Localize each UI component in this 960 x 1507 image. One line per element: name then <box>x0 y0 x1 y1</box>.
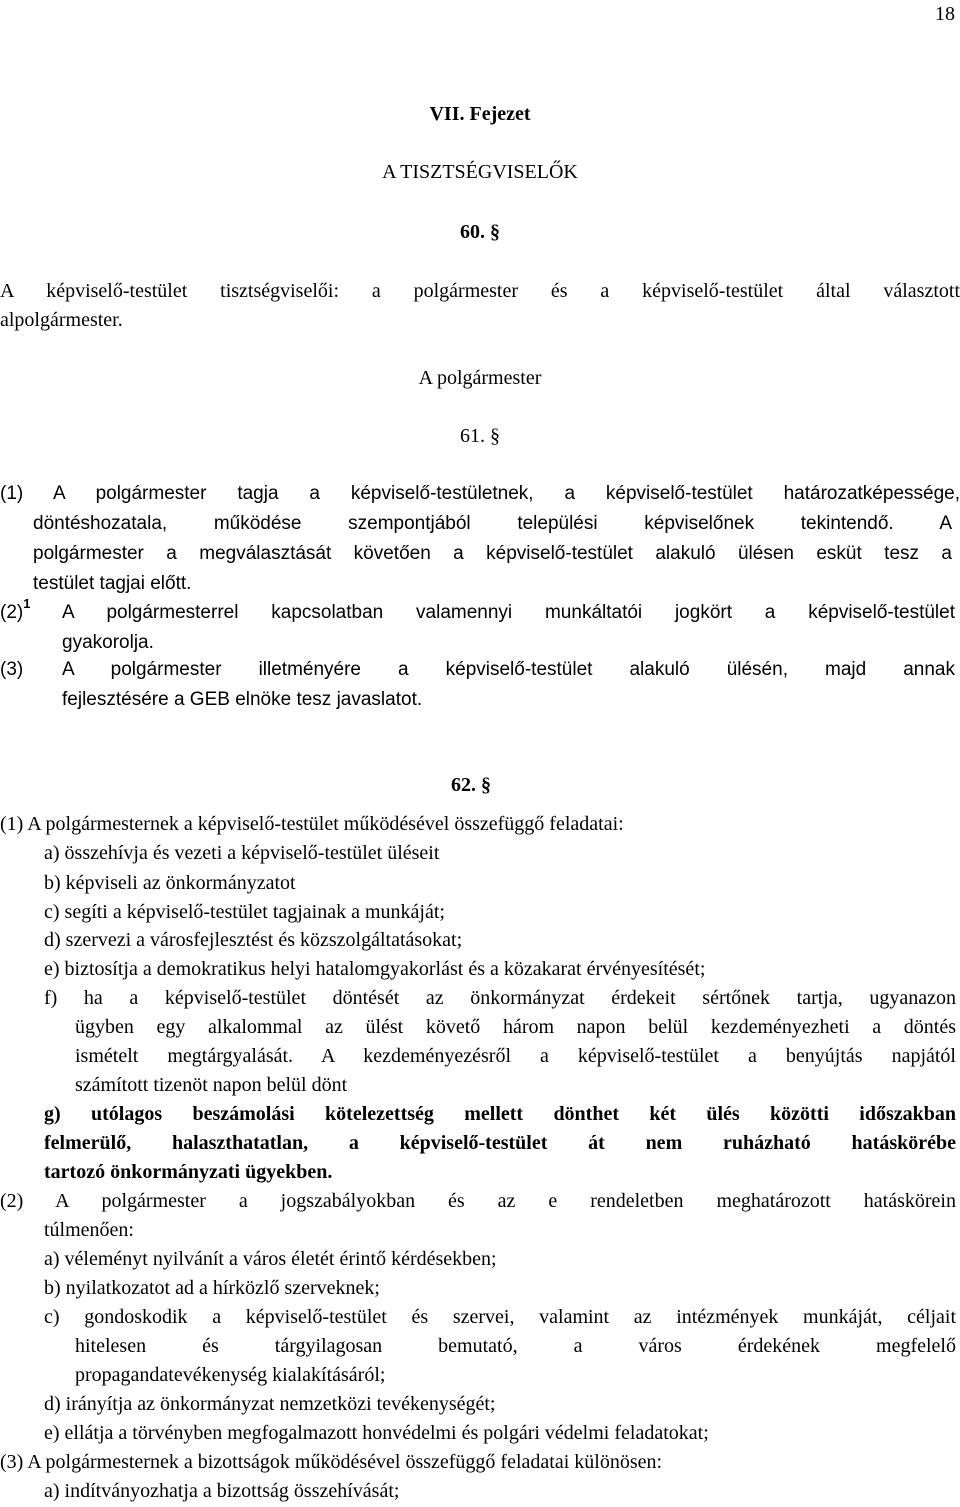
list-item-continuation: ügyben egy alkalommal az ülést követő három napon belül kezdeményezheti a döntés <box>75 1016 956 1038</box>
list-item-continuation: hitelesen és tárgyilagosan bemutató, a város érdekének megfelelő <box>75 1335 956 1357</box>
list-item: e) ellátja a törvényben megfogalmazott honvédelmi és polgári védelmi feladatokat; <box>44 1422 709 1444</box>
list-item-bold-continuation: felmerülő, halaszthatatlan, a képviselő-testület át nem ruházható hatáskörébe <box>44 1132 956 1154</box>
section-61-paragraph-line: polgármester a megválasztását követően a képviselő-testület alakuló ülésen esküt tesz a <box>33 543 952 564</box>
paragraph-number: (3) <box>0 659 24 680</box>
subsection-title: A polgármester <box>418 367 542 389</box>
section-61-paragraph-line: gyakorolja. <box>62 632 154 653</box>
list-item: f) ha a képviselő-testület döntését az önkormányzat érdekeit sértőnek tartja, ugyanazon <box>44 987 956 1009</box>
paragraph-number <box>0 596 31 623</box>
section-60-heading: 60. § <box>460 221 500 243</box>
section-62-heading: 62. § <box>451 774 491 796</box>
list-item: c) gondoskodik a képviselő-testület és szervei, valamint az intézmények munkáját, céljait <box>44 1306 956 1328</box>
list-item: a) véleményt nyilvánít a város életét érintő kérdésekben; <box>44 1248 497 1270</box>
section-62-paragraph-line: (2) A polgármester a jogszabályokban és az e rendeletben meghatározott hatáskörein <box>0 1190 956 1212</box>
list-item: a) összehívja és vezeti a képviselő-testület üléseit <box>44 842 440 864</box>
list-item-bold-continuation: tartozó önkormányzati ügyekben. <box>44 1161 333 1183</box>
section-61-paragraph-line: A polgármester illetményére a képviselő-testület alakuló ülésén, majd annak <box>62 659 955 680</box>
section-62-paragraph-line: (3) A polgármesternek a bizottságok működésével összefüggő feladatai különösen: <box>0 1451 663 1473</box>
list-item-continuation: ismételt megtárgyalását. A kezdeményezésről a képviselő-testület a benyújtás napjától <box>75 1045 956 1067</box>
list-item: d) szervezi a városfejlesztést és közszolgáltatásokat; <box>44 929 463 951</box>
section-61-paragraph-line: (1) A polgármester tagja a képviselő-testületnek, a képviselő-testület határozatképessége, <box>0 483 960 504</box>
list-item: b) képviseli az önkormányzatot <box>44 872 296 894</box>
paragraph-number-label: (2) <box>0 602 24 623</box>
list-item-bold: g) utólagos beszámolási kötelezettség mellett dönthet két ülés közötti időszakban <box>44 1103 956 1125</box>
section-61-paragraph-line: fejlesztésére a GEB elnöke tesz javaslatot. <box>62 689 423 710</box>
section-62-paragraph-line: túlmenően: <box>44 1219 134 1241</box>
list-item: d) irányítja az önkormányzat nemzetközi tevékenységét; <box>44 1393 496 1415</box>
section-60-text-line: A képviselő-testület tisztségviselői: a polgármester és a képviselő-testület által választott <box>0 280 960 302</box>
section-61-paragraph-line: A polgármesterrel kapcsolatban valamennyi munkáltatói jogkört a képviselő-testület <box>62 602 955 623</box>
footnote-marker: 1 <box>23 596 31 611</box>
list-item-continuation: propagandatevékenység kialakításáról; <box>75 1364 386 1386</box>
section-61-heading: 61. § <box>460 425 500 447</box>
section-61-paragraph-line: döntéshozatala, működése szempontjából települési képviselőnek tekintendő. A <box>33 513 952 534</box>
chapter-heading: VII. Fejezet <box>429 103 531 125</box>
list-item: b) nyilatkozatot ad a hírközlő szerveknek; <box>44 1277 380 1299</box>
section-61-paragraph-line: testület tagjai előtt. <box>33 573 192 594</box>
list-item: e) biztosítja a demokratikus helyi hatalomgyakorlást és a közakarat érvényesítését; <box>44 958 706 980</box>
list-item: c) segíti a képviselő-testület tagjainak a munkáját; <box>44 901 445 923</box>
section-60-text-line: alpolgármester. <box>0 309 123 331</box>
list-item: a) indítványozhatja a bizottság összehívását; <box>44 1480 400 1502</box>
chapter-title: A TISZTSÉGVISELŐK <box>382 161 578 183</box>
page-number: 18 <box>935 3 955 25</box>
list-item-continuation: számított tizenöt napon belül dönt <box>75 1074 348 1096</box>
section-62-paragraph-line: (1) A polgármesternek a képviselő-testület működésével összefüggő feladatai: <box>0 813 624 835</box>
